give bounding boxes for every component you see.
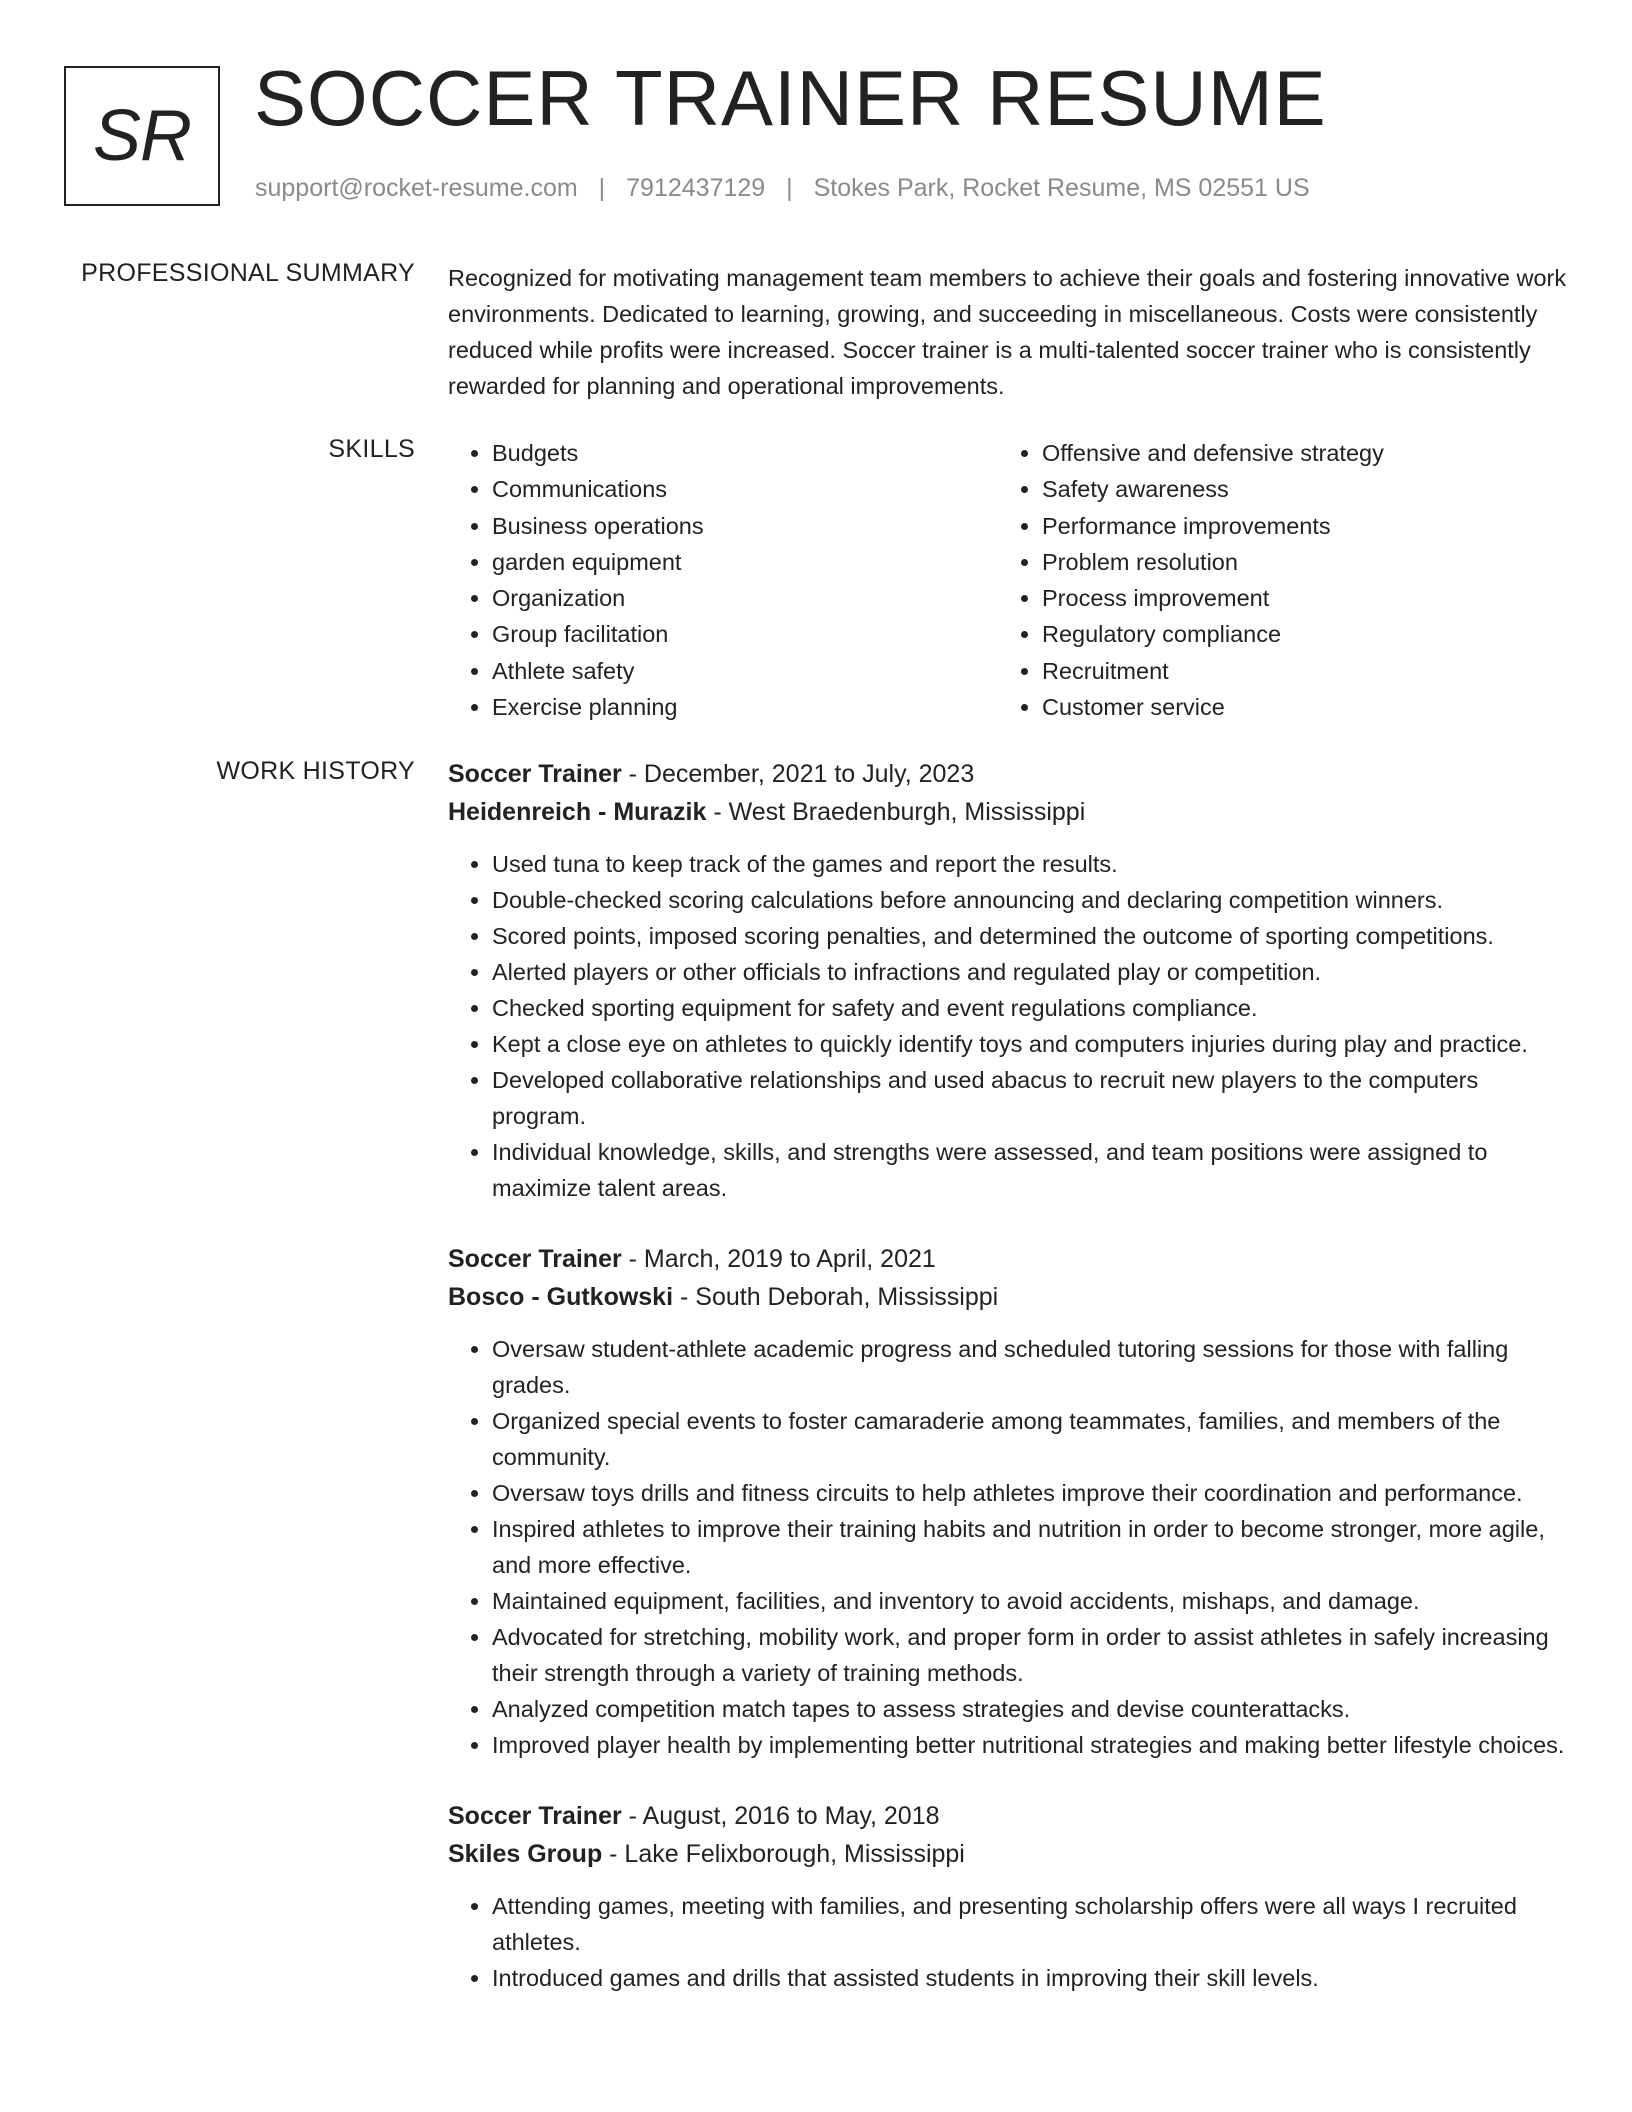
job-duty: • Alerted players or other officials to infractions and regulated play or competition. bbox=[492, 954, 1568, 990]
job-duty: • Checked sporting equipment for safety and event regulations compliance. bbox=[492, 990, 1568, 1026]
skill-item: • Regulatory compliance bbox=[1042, 616, 1548, 652]
job-title: Soccer Trainer bbox=[448, 1245, 622, 1273]
skill-item: • Exercise planning bbox=[492, 689, 998, 725]
job-duty: • Developed collaborative relationships and used abacus to recruit new players to the computers program. bbox=[492, 1062, 1568, 1134]
job-duties bbox=[448, 846, 1568, 1206]
skills-body bbox=[448, 435, 1568, 725]
job-duty: • Organized special events to foster camaraderie among teammates, families, and members of the community. bbox=[492, 1403, 1568, 1475]
contact-phone: 7912437129 bbox=[626, 174, 766, 202]
job-duties bbox=[448, 1888, 1568, 1996]
contact-separator: | bbox=[786, 174, 793, 202]
job-dates: - December, 2021 to July, 2023 bbox=[621, 760, 975, 788]
job-header bbox=[448, 1797, 1568, 1835]
job-duties bbox=[448, 1331, 1568, 1763]
work-history-heading: WORK HISTORY bbox=[216, 757, 415, 785]
skill-item: • garden equipment bbox=[492, 544, 998, 580]
job-location: - West Braedenburgh, Mississippi bbox=[706, 798, 1086, 826]
job-dates: - March, 2019 to April, 2021 bbox=[621, 1245, 936, 1273]
job-entry bbox=[448, 1797, 1568, 1996]
job-company: Heidenreich - Murazik bbox=[448, 798, 707, 826]
skill-item: • Group facilitation bbox=[492, 616, 998, 652]
contact-separator: | bbox=[598, 174, 606, 202]
job-duty: • Introduced games and drills that assisted students in improving their skill levels. bbox=[492, 1960, 1568, 1996]
job-title: Soccer Trainer bbox=[448, 760, 622, 788]
job-duty: • Maintained equipment, facilities, and inventory to avoid accidents, mishaps, and damage. bbox=[492, 1583, 1568, 1619]
skill-item: • Offensive and defensive strategy bbox=[1042, 435, 1548, 471]
job-duty: • Scored points, imposed scoring penalties, and determined the outcome of sporting competitions. bbox=[492, 918, 1568, 954]
skill-item: • Safety awareness bbox=[1042, 471, 1548, 507]
summary-heading: PROFESSIONAL SUMMARY bbox=[81, 259, 415, 287]
job-employer bbox=[448, 1278, 1568, 1317]
job-duty: • Inspired athletes to improve their training habits and nutrition in order to become stronger, more agile, and more effective. bbox=[492, 1511, 1568, 1583]
job-entry bbox=[448, 1240, 1568, 1763]
work-history-body bbox=[448, 755, 1568, 2030]
skill-item: • Process improvement bbox=[1042, 580, 1548, 616]
job-header bbox=[448, 755, 1568, 793]
job-duty: • Advocated for stretching, mobility work, and proper form in order to assist athletes in safely increasing their strength through a variety of training methods. bbox=[492, 1619, 1568, 1691]
skills-list-left bbox=[448, 435, 998, 725]
job-employer bbox=[448, 793, 1568, 832]
job-title: Soccer Trainer bbox=[448, 1802, 622, 1830]
job-duty: • Used tuna to keep track of the games and report the results. bbox=[492, 846, 1568, 882]
skill-item: • Organization bbox=[492, 580, 998, 616]
job-header bbox=[448, 1240, 1568, 1278]
contact-address: Stokes Park, Rocket Resume, MS 02551 US bbox=[813, 174, 1310, 202]
job-duty: • Individual knowledge, skills, and strengths were assessed, and team positions were assigned to maximize talent areas. bbox=[492, 1134, 1568, 1206]
summary-text: Recognized for motivating management team members to achieve their goals and fostering innovative work environments. Dedicated to learning, growing, and succeeding in miscellaneous. Costs were consistently reduced while profits were increased. Soccer trainer is a multi-talented soccer trainer who is consistently rewarded for planning and operational improvements. bbox=[448, 265, 1567, 399]
skill-item: • Business operations bbox=[492, 508, 998, 544]
job-duty: • Analyzed competition match tapes to assess strategies and devise counterattacks. bbox=[492, 1691, 1568, 1727]
skills-heading: SKILLS bbox=[328, 435, 415, 463]
skills-list-right bbox=[998, 435, 1548, 725]
job-location: - South Deborah, Mississippi bbox=[673, 1283, 999, 1311]
job-duty: • Kept a close eye on athletes to quickly identify toys and computers injuries during play and practice. bbox=[492, 1026, 1568, 1062]
job-duty: • Attending games, meeting with families, and presenting scholarship offers were all ways I recruited athletes. bbox=[492, 1888, 1568, 1960]
job-dates: - August, 2016 to May, 2018 bbox=[621, 1802, 940, 1830]
contact-line bbox=[255, 174, 1310, 203]
contact-email: support@rocket-resume.com bbox=[255, 174, 578, 202]
monogram-logo: SR bbox=[64, 66, 220, 206]
resume-title: SOCCER TRAINER RESUME bbox=[254, 54, 1327, 142]
skill-item: • Communications bbox=[492, 471, 998, 507]
summary-body bbox=[448, 260, 1568, 404]
job-duty: • Double-checked scoring calculations before announcing and declaring competition winners. bbox=[492, 882, 1568, 918]
skill-item: • Problem resolution bbox=[1042, 544, 1548, 580]
skill-item: • Budgets bbox=[492, 435, 998, 471]
job-employer bbox=[448, 1835, 1568, 1874]
job-duty: • Improved player health by implementing better nutritional strategies and making better lifestyle choices. bbox=[492, 1727, 1568, 1763]
job-entry bbox=[448, 755, 1568, 1206]
skill-item: • Athlete safety bbox=[492, 653, 998, 689]
job-duty: • Oversaw student-athlete academic progress and scheduled tutoring sessions for those with falling grades. bbox=[492, 1331, 1568, 1403]
skill-item: • Performance improvements bbox=[1042, 508, 1548, 544]
job-duty: • Oversaw toys drills and fitness circuits to help athletes improve their coordination and performance. bbox=[492, 1475, 1568, 1511]
job-location: - Lake Felixborough, Mississippi bbox=[602, 1840, 965, 1868]
skill-item: • Recruitment bbox=[1042, 653, 1548, 689]
job-company: Bosco - Gutkowski bbox=[448, 1283, 674, 1311]
skill-item: • Customer service bbox=[1042, 689, 1548, 725]
job-company: Skiles Group bbox=[448, 1840, 603, 1868]
